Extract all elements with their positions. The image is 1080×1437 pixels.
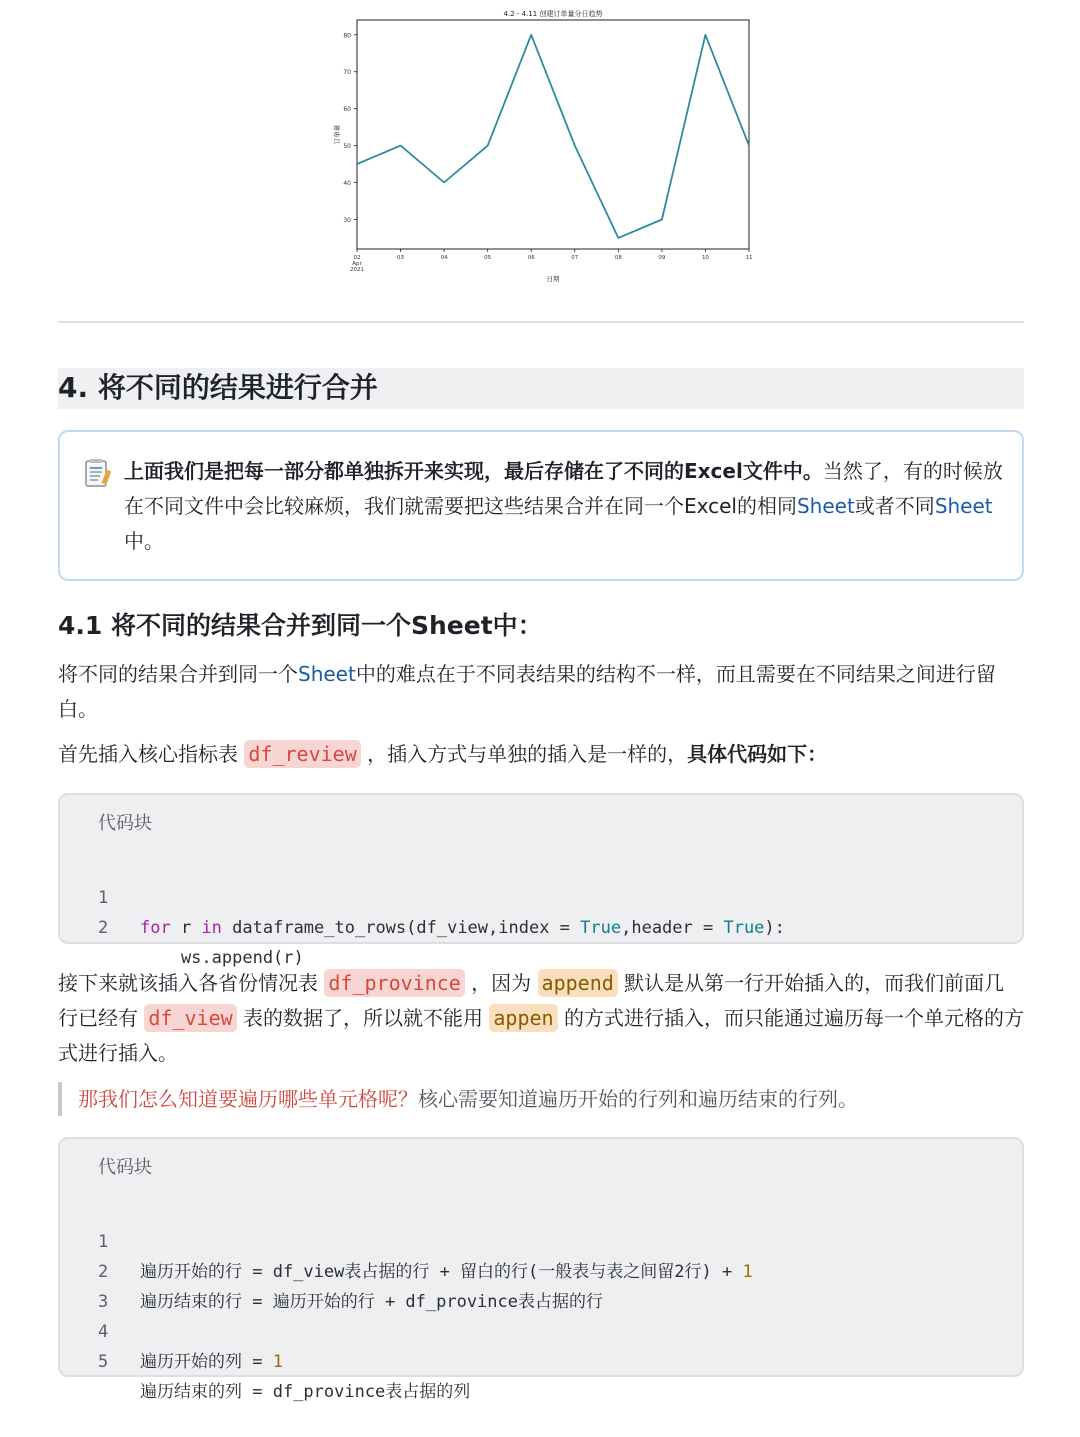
paragraph-1-a: 将不同的结果合并到同一个 — [58, 662, 298, 686]
x-tick-label: 07 — [571, 255, 579, 261]
section-divider — [58, 321, 1024, 323]
x-tick-label: 02 — [353, 255, 361, 261]
line-chart — [326, 4, 756, 286]
section-heading: 4. 将不同的结果进行合并 — [58, 371, 378, 404]
y-tick-label: 80 — [343, 32, 351, 40]
x-tick-label: 10 — [701, 255, 709, 261]
token-text: 遍历开始的列 = — [140, 1352, 273, 1372]
y-tick-label: 30 — [343, 216, 351, 224]
token-text: 遍历结束的行 = 遍历开始的行 + df_province表占据的行 — [140, 1292, 603, 1312]
paragraph-3 — [58, 966, 1024, 1071]
callout-keyword-sheet-2: Sheet — [934, 494, 993, 518]
token-literal: True — [580, 918, 622, 938]
quote-text: 核心需要知道遍历开始的行列和遍历结束的行列。 — [418, 1087, 858, 1111]
callout-keyword-sheet: Sheet — [796, 494, 855, 518]
token-keyword: for — [140, 918, 171, 938]
code-block-label: 代码块 — [98, 813, 152, 834]
code-text: ws.append(r) — [140, 948, 304, 968]
line-number: 2 — [98, 1262, 109, 1282]
inline-code-df-province: df_province — [324, 969, 464, 997]
line-number: 1 — [98, 888, 109, 908]
token-number: 1 — [742, 1262, 753, 1282]
subsection-heading: 4.1 将不同的结果合并到同一个Sheet中： — [58, 611, 543, 640]
paragraph-3-e: 的方式进行插入，而只能通过遍历每一个单元格的方式进行插入。 — [58, 1006, 1024, 1065]
quote-highlight: 那我们怎么知道要遍历哪些单元格呢？ — [78, 1087, 418, 1111]
callout-text-a: 当然了，有的时候放在不同文件中会比较麻烦，我们就需要把这些结果合并在同一个Excel的相同 — [124, 459, 1003, 518]
chart-title: 4.2 - 4.11 创建订单量分日趋势 — [503, 10, 603, 18]
y-tick-label: 40 — [343, 180, 351, 188]
code-line — [60, 853, 1022, 938]
inline-code-appen: appen — [489, 1004, 557, 1032]
code-lines — [60, 1197, 1022, 1402]
x-tick-label: 05 — [484, 255, 492, 261]
x-tick-label: 04 — [440, 255, 448, 261]
paragraph-3-b: ，因为 — [464, 971, 538, 995]
x-tick-label: 03 — [397, 255, 405, 261]
code-line — [60, 1287, 1022, 1372]
callout-text-c: 中。 — [124, 529, 164, 553]
token-text: dataframe_to_rows(df_view,index = — [221, 918, 581, 938]
code-text: 遍历结束的列 = df_province表占据的列 — [140, 1382, 471, 1402]
token-text: ): — [764, 918, 785, 938]
paragraph-2-a: 首先插入核心指标表 — [58, 742, 245, 766]
paragraph-1-b: 中的难点在于不同表结果的结构不一样，而且需要在不同结果之间进行留白。 — [58, 662, 996, 721]
callout-bold: 上面我们是把每一部分都单独拆开来实现，最后存储在了不同的Excel文件中。 — [124, 459, 823, 483]
code-line — [60, 1197, 1022, 1282]
token-keyword: in — [201, 918, 222, 938]
code-block-1[interactable] — [58, 793, 1024, 968]
callout-text-b: 或者不同 — [854, 494, 935, 518]
inline-code-df-view: df_view — [144, 1004, 236, 1032]
code-lines — [60, 853, 1022, 968]
y-tick-label: 50 — [343, 143, 351, 151]
x-tick-label: 06 — [527, 255, 535, 261]
x-date-label: 2021 — [350, 267, 364, 273]
paragraph-1-keyword: Sheet — [298, 662, 356, 686]
x-axis-label: 日期 — [546, 275, 560, 283]
paragraph-2 — [58, 737, 1024, 772]
line-number: 1 — [98, 1232, 109, 1252]
paragraph-1 — [58, 657, 1024, 727]
paragraph-3-a: 接下来就该插入各省份情况表 — [58, 971, 325, 995]
y-axis-label: 订单量 — [333, 124, 341, 145]
paragraph-2-b: ，插入方式与单独的插入是一样的， — [360, 742, 688, 766]
callout-text — [124, 454, 1004, 559]
paragraph-2-bold: 具体代码如下： — [687, 742, 828, 766]
line-number: 5 — [98, 1352, 109, 1372]
paragraph-3-c: 默认是从第一行开始插入的，而我们前面几行已经有 — [58, 971, 1005, 1030]
line-number: 3 — [98, 1292, 109, 1312]
y-tick-label: 60 — [343, 106, 351, 114]
token-text: r — [170, 918, 202, 938]
chart-svg — [326, 4, 756, 286]
x-tick-label: 09 — [658, 255, 666, 261]
inline-code-df-review: df_review — [244, 740, 360, 768]
code-block-label: 代码块 — [98, 1157, 152, 1178]
memo-icon — [82, 458, 112, 488]
token-number: 1 — [272, 1352, 283, 1372]
line-number: 2 — [98, 918, 109, 938]
blockquote — [58, 1082, 858, 1116]
code-block-2[interactable] — [58, 1137, 1024, 1402]
code-text — [140, 913, 785, 943]
line-number: 4 — [98, 1322, 109, 1342]
chart-background — [326, 4, 756, 286]
x-date-label: Apr — [352, 261, 362, 267]
token-text: ,header = — [621, 918, 724, 938]
y-tick-label: 70 — [343, 69, 351, 77]
x-tick-label: 08 — [614, 255, 622, 261]
inline-code-append: append — [538, 969, 618, 997]
code-text — [140, 1347, 283, 1377]
callout-box — [58, 430, 1024, 581]
paragraph-3-d: 表的数据了，所以就不能用 — [236, 1006, 490, 1030]
token-text: 遍历开始的行 = df_view表占据的行 + 留白的行(一般表与表之间留2行) + — [140, 1262, 743, 1282]
x-tick-label: 11 — [745, 255, 753, 261]
token-literal: True — [723, 918, 765, 938]
